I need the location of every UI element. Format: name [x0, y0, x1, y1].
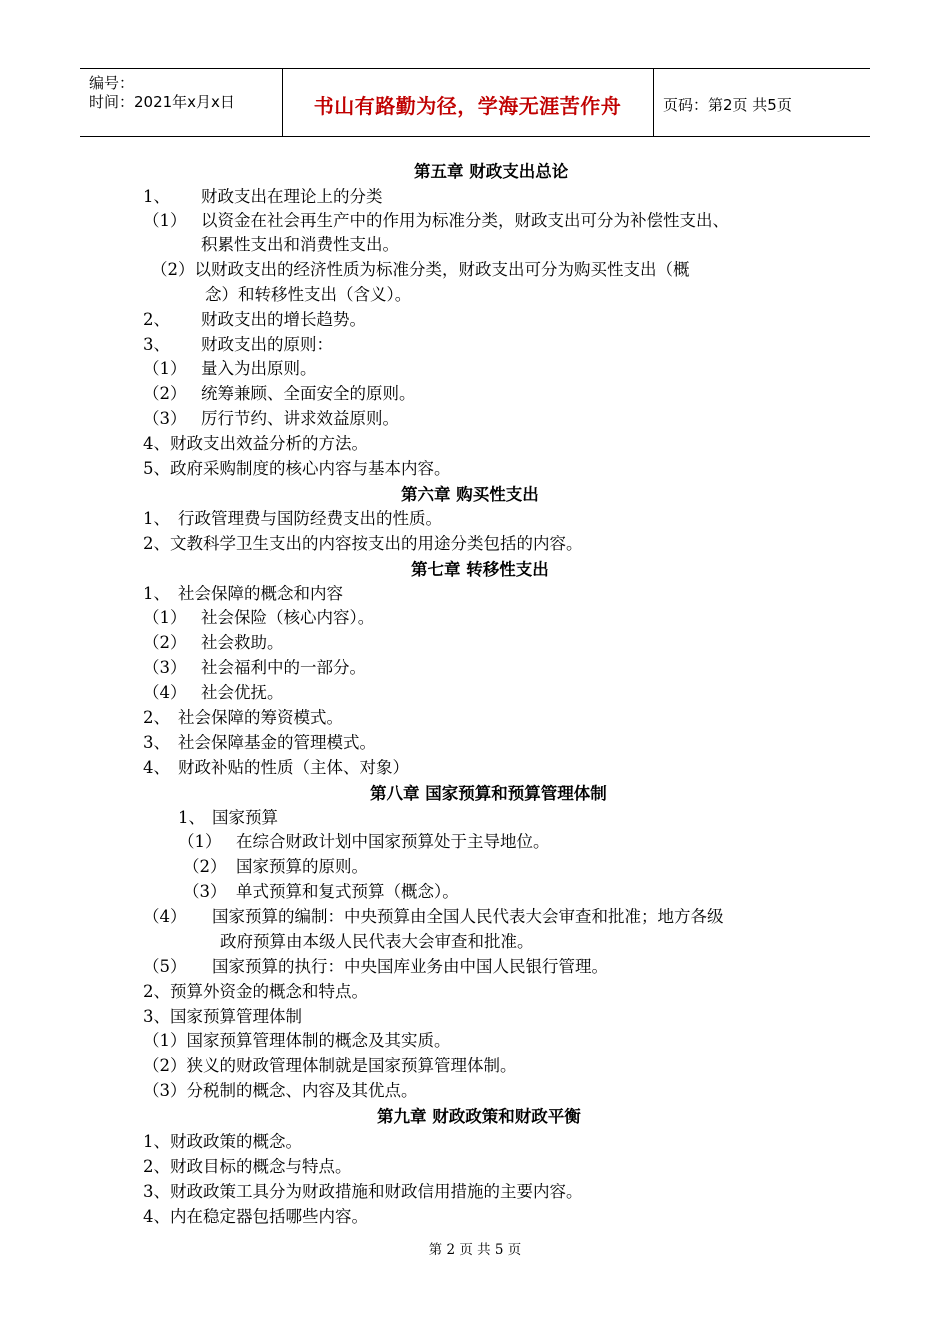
item-number: （2）: [143, 633, 187, 652]
chapter-heading: 第五章 财政支出总论: [414, 162, 569, 181]
item-text: 财政支出的原则：: [201, 335, 333, 354]
item-number: （1）: [143, 211, 187, 230]
item-number: （3）: [143, 658, 187, 677]
list-item: （1）国家预算管理体制的概念及其实质。: [143, 1031, 451, 1050]
item-text: 财政补贴的性质（主体、对象）: [178, 758, 409, 777]
item-text: 国家预算的原则。: [236, 857, 368, 876]
item-number: 1、: [178, 808, 205, 827]
item-number: （3）: [143, 409, 187, 428]
item-text: 社会保障的筹资模式。: [178, 708, 343, 727]
item-text: 以资金在社会再生产中的作用为标准分类，财政支出可分为补偿性支出、: [201, 211, 729, 230]
list-item: 2、文教科学卫生支出的内容按支出的用途分类包括的内容。: [143, 534, 583, 553]
list-item: 1、财政政策的概念。: [143, 1132, 302, 1151]
list-item: 4、内在稳定器包括哪些内容。: [143, 1207, 368, 1226]
list-item: 4、财政支出效益分析的方法。: [143, 434, 368, 453]
item-text: 量入为出原则。: [201, 359, 317, 378]
item-text: 行政管理费与国防经费支出的性质。: [178, 509, 442, 528]
header-motto-cell: [282, 69, 654, 136]
item-text: 国家预算的编制：中央预算由全国人民代表大会审查和批准；地方各级: [212, 907, 724, 926]
item-number: （2）: [183, 857, 227, 876]
item-number: 1、: [143, 509, 170, 528]
list-item: （2）以财政支出的经济性质为标准分类，财政支出可分为购买性支出（概: [151, 260, 690, 279]
item-number: 2、: [143, 708, 170, 727]
list-item: 2、预算外资金的概念和特点。: [143, 982, 368, 1001]
item-number: （3）: [183, 882, 227, 901]
item-text: 厉行节约、讲求效益原则。: [201, 409, 399, 428]
item-text: 社会保障的概念和内容: [178, 584, 343, 603]
list-item: 念）和转移性支出（含义）。: [205, 285, 412, 304]
list-item: （2）狭义的财政管理体制就是国家预算管理体制。: [143, 1056, 517, 1075]
item-number: （5）: [143, 957, 187, 976]
item-number: 4、: [143, 758, 170, 777]
motto-text: 书山有路勤为径，学海无涯苦作舟: [313, 94, 622, 118]
list-item: 3、国家预算管理体制: [143, 1007, 302, 1026]
item-text: 社会优抚。: [201, 683, 284, 702]
item-number: 2、: [143, 310, 170, 329]
chapter-heading: 第八章 国家预算和预算管理体制: [370, 784, 607, 803]
item-text: 社会福利中的一部分。: [201, 658, 366, 677]
chapter-heading: 第六章 购买性支出: [401, 485, 539, 504]
item-text: 在综合财政计划中国家预算处于主导地位。: [236, 832, 550, 851]
item-number: （2）: [143, 384, 187, 403]
item-text: 单式预算和复式预算（概念）。: [236, 882, 459, 901]
list-item: 2、财政目标的概念与特点。: [143, 1157, 352, 1176]
item-number: 1、: [143, 187, 170, 206]
item-number: 1、: [143, 584, 170, 603]
item-text: 社会保障基金的管理模式。: [178, 733, 376, 752]
item-text: 国家预算: [212, 808, 278, 827]
item-text: 社会救助。: [201, 633, 284, 652]
time-label: 时间：2021年x月x日: [89, 93, 235, 111]
item-number: （1）: [143, 608, 187, 627]
item-number: 3、: [143, 335, 170, 354]
chapter-heading: 第七章 转移性支出: [411, 560, 549, 579]
chapter-heading: 第九章 财政政策和财政平衡: [377, 1107, 581, 1126]
header-info-cell: [80, 69, 283, 136]
item-number: 3、: [143, 733, 170, 752]
list-item: 5、政府采购制度的核心内容与基本内容。: [143, 459, 451, 478]
page-info: 页码：第2页 共5页: [663, 96, 792, 114]
item-number: （1）: [178, 832, 222, 851]
header-page-cell: [653, 69, 870, 136]
list-item: 3、财政政策工具分为财政措施和财政信用措施的主要内容。: [143, 1182, 583, 1201]
item-number: （4）: [143, 907, 187, 926]
item-text: 财政支出在理论上的分类: [201, 187, 383, 206]
item-number: （1）: [143, 359, 187, 378]
item-text: 统筹兼顾、全面安全的原则。: [201, 384, 416, 403]
item-text: 社会保险（核心内容）。: [201, 608, 375, 627]
list-item: 政府预算由本级人民代表大会审查和批准。: [220, 932, 534, 951]
list-item: （3）分税制的概念、内容及其优点。: [143, 1081, 418, 1100]
item-number: （4）: [143, 683, 187, 702]
page-header: [80, 68, 870, 137]
item-text: 国家预算的执行：中央国库业务由中国人民银行管理。: [212, 957, 608, 976]
serial-label: 编号：: [89, 74, 135, 92]
page-footer: 第 2 页 共 5 页: [428, 1242, 522, 1258]
item-text: 财政支出的增长趋势。: [201, 310, 366, 329]
list-item: 积累性支出和消费性支出。: [201, 235, 399, 254]
